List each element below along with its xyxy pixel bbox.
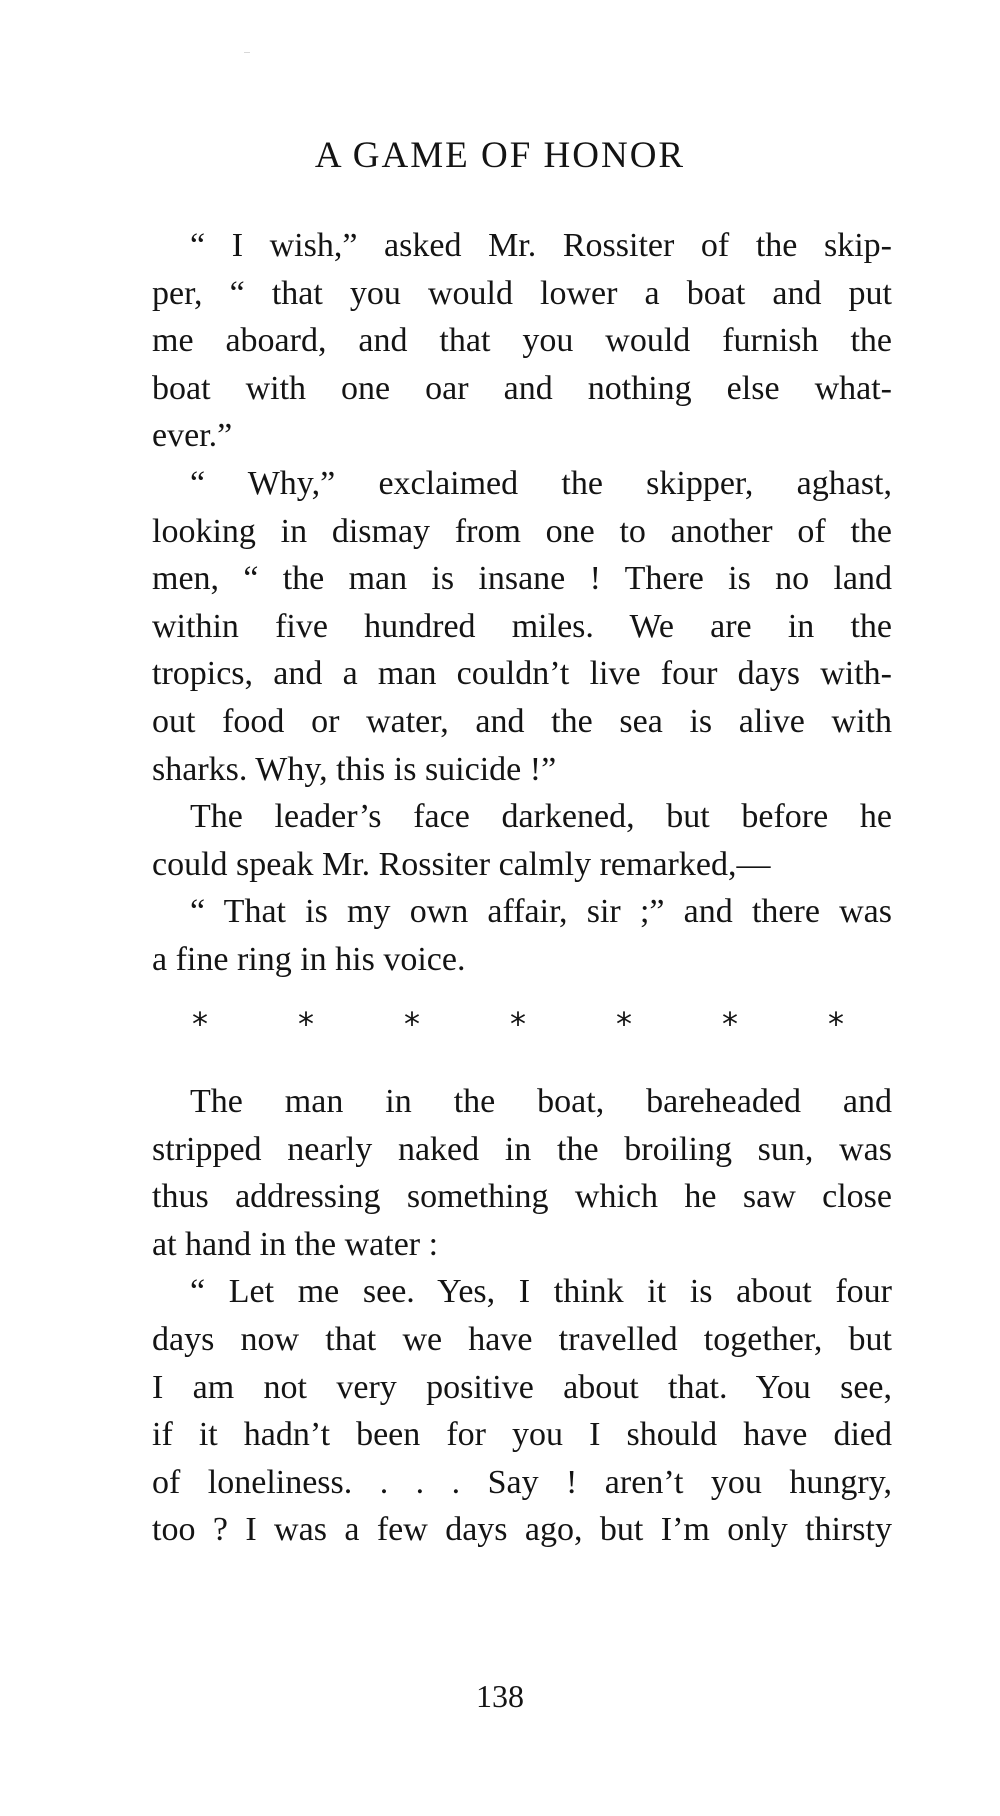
text-line: within five hundred miles. We are in the [152, 607, 892, 645]
text-block-before-break [152, 222, 892, 984]
text-line: “ That is my own affair, sir ;” and there was [190, 893, 892, 931]
text-line: of loneliness. . . . Say ! aren’t you hungry, [152, 1463, 892, 1501]
text-line: The leader’s face darkened, but before he [190, 798, 892, 836]
text-line: “ Let me see. Yes, I think it is about four [190, 1273, 892, 1311]
text-line: tropics, and a man couldn’t live four days with- [152, 655, 892, 693]
text-line: boat with one oar and nothing else what- [152, 369, 892, 407]
text-line: days now that we have travelled together, but [152, 1320, 892, 1358]
asterisk: * [404, 1005, 420, 1043]
text-line: could speak Mr. Rossiter calmly remarked,— [152, 845, 771, 883]
asterisk: * [722, 1005, 738, 1043]
text-line: I am not very positive about that. You see, [152, 1368, 892, 1406]
asterisk: * [510, 1005, 526, 1043]
text-line: me aboard, and that you would furnish the [152, 322, 892, 360]
text-line: per, “ that you would lower a boat and put [152, 274, 892, 312]
running-head: A GAME OF HONOR [314, 135, 686, 176]
text-line: at hand in the water : [152, 1225, 439, 1263]
text-block-after-break [152, 1078, 892, 1554]
text-line: men, “ the man is insane ! There is no land [152, 560, 892, 598]
text-line: if it hadn’t been for you I should have died [152, 1416, 892, 1454]
paper-speck [244, 52, 250, 53]
text-line: stripped nearly naked in the broiling sun, was [152, 1130, 892, 1168]
asterisk: * [616, 1005, 632, 1043]
text-line: The man in the boat, bareheaded and [190, 1083, 892, 1120]
text-line: out food or water, and the sea is alive with [152, 702, 892, 740]
asterisk: * [192, 1005, 208, 1043]
asterisk: * [298, 1005, 314, 1043]
text-line: a fine ring in his voice. [152, 940, 466, 978]
page-number: 138 [476, 1678, 524, 1714]
asterisk: * [828, 1005, 844, 1043]
text-line: sharks. Why, this is suicide !” [152, 750, 557, 788]
text-line: “ I wish,” asked Mr. Rossiter of the skip- [190, 227, 892, 264]
text-line: thus addressing something which he saw close [152, 1178, 892, 1216]
text-line: ever.” [152, 417, 233, 455]
text-line: too ? I was a few days ago, but I’m only thirsty [152, 1511, 892, 1549]
section-break-asterisks [152, 1000, 892, 1048]
text-line: looking in dismay from one to another of the [152, 512, 892, 550]
text-line: “ Why,” exclaimed the skipper, aghast, [190, 464, 892, 502]
